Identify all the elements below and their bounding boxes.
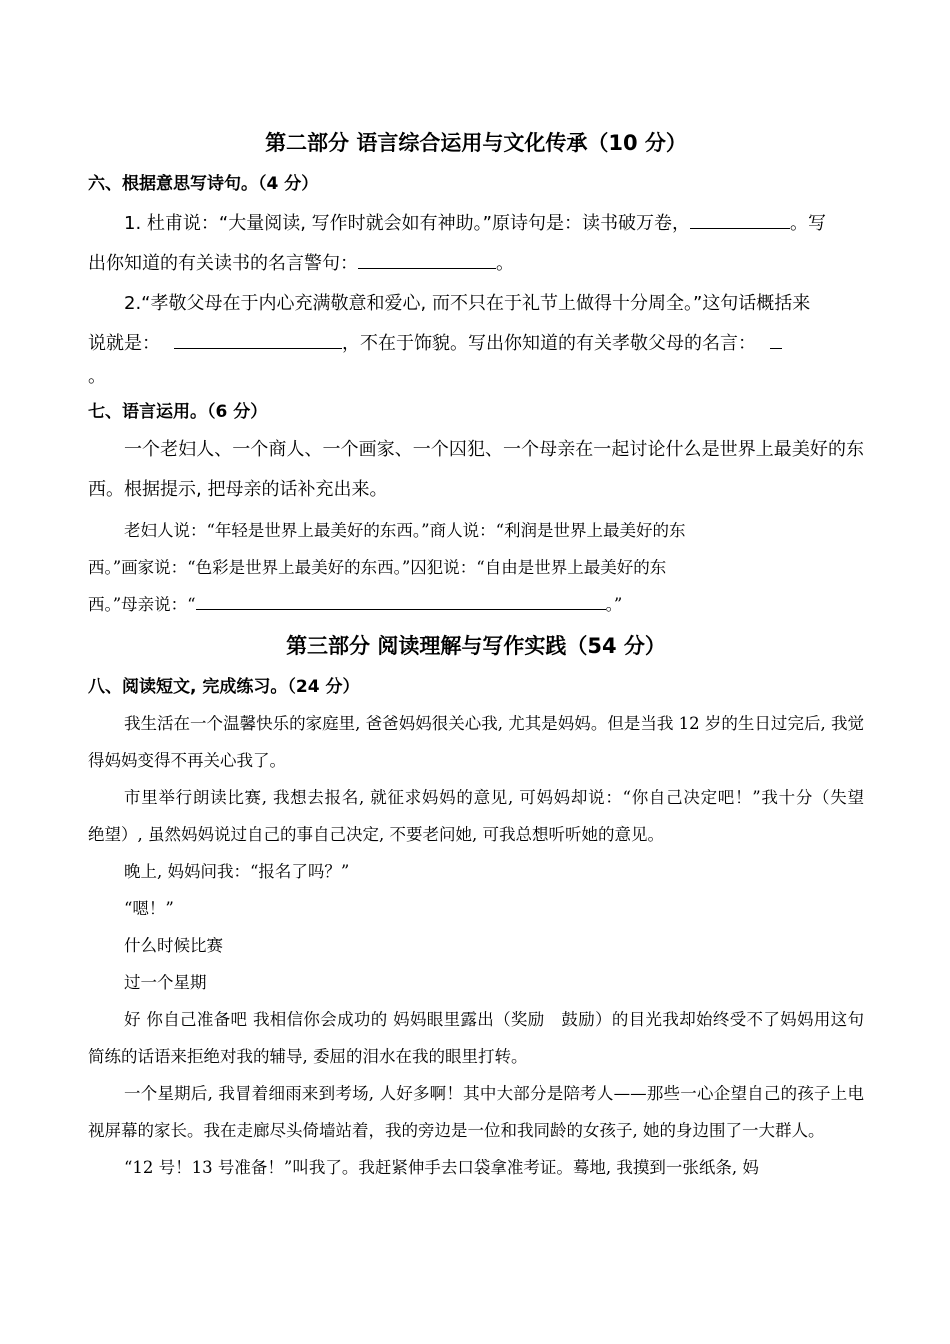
passage-paragraph: “12 号！13 号准备！”叫我了。我赶紧伸手去口袋拿准考证。蓦地, 我摸到一张纸条, 妈 [124, 1158, 759, 1177]
question-6 [88, 172, 864, 390]
q7-dialogue-line1: 老妇人说：“年轻是世界上最美好的东西。”商人说：“利润是世界上最美好的东 [124, 521, 686, 540]
passage-paragraph: 好 你自己准备吧 我相信你会成功的 妈妈眼里露出（奖励 鼓励）的目光我却始终受不了妈妈用这句简练的话语来拒绝对我的辅导, 委屈的泪水在我的眼里打转。 [88, 1010, 864, 1066]
q7-heading: 七、语言运用。（6 分） [88, 402, 268, 422]
passage-paragraph: 什么时候比赛 [124, 936, 223, 955]
q6-heading: 六、根据意思写诗句。（4 分） [88, 174, 319, 194]
q7-mother-says: 西。”母亲说：“ [88, 595, 196, 614]
q6-item1-blank-1[interactable] [690, 210, 790, 229]
q6-item2-mid: ，不在于饰貌。写出你知道的有关孝敬父母的名言： [342, 333, 756, 354]
q7-mother-end: 。” [605, 595, 623, 614]
q7-dialogue-line3 [88, 586, 864, 623]
q6-item1-line2-text: 出你知道的有关读书的名言警句： [88, 253, 358, 274]
q6-item1-line2-end: 。 [496, 253, 514, 274]
q6-item1-line2 [88, 244, 864, 284]
q7-prompt: 一个老妇人、一个商人、一个画家、一个囚犯、一个母亲在一起讨论什么是世界上最美好的东西。根据提示, 把母亲的话补充出来。 [88, 439, 864, 500]
q6-item1-end: 。写 [790, 213, 826, 234]
q6-item2-blank-2[interactable] [770, 330, 782, 349]
q6-item2-line1: 2.“孝敬父母在于内心充满敬意和爱心, 而不只在于礼节上做得十分周全。”这句话概括来 [124, 293, 811, 314]
q6-item2-line3: 。 [88, 366, 106, 387]
q7-mother-blank[interactable] [196, 591, 606, 610]
exam-page [88, 120, 881, 1186]
q8-heading: 八、阅读短文, 完成练习。（24 分） [88, 677, 360, 697]
passage-paragraph: “嗯！” [124, 899, 174, 918]
question-8 [88, 675, 881, 1186]
passage-paragraph: 一个星期后, 我冒着细雨来到考场, 人好多啊！其中大部分是陪考人——那些一心企望自己的孩子上电视屏幕的家长。我在走廊尽头倚墙站着，我的旁边是一位和我同龄的女孩子, 她的身边围了一大群人。 [88, 1084, 864, 1140]
q6-item1-line1 [88, 204, 864, 244]
q6-item2-start: 说就是： [88, 333, 160, 354]
passage-paragraph: 市里举行朗读比赛, 我想去报名, 就征求妈妈的意见, 可妈妈却说：“你自己决定吧！”我十分（失望 绝望）, 虽然妈妈说过自己的事自己决定, 不要老问她, 可我总想听听她的意见。 [88, 788, 881, 844]
q6-item1-blank-2[interactable] [358, 250, 496, 269]
part2-title: 第二部分 语言综合运用与文化传承（10 分） [265, 131, 687, 155]
q6-item2-line2 [88, 324, 864, 364]
q6-item2-blank-1[interactable] [174, 330, 342, 349]
passage-paragraph: 我生活在一个温馨快乐的家庭里, 爸爸妈妈很关心我, 尤其是妈妈。但是当我 12 岁的生日过完后, 我觉得妈妈变得不再关心我了。 [88, 714, 864, 770]
part3-title: 第三部分 阅读理解与写作实践（54 分） [286, 634, 666, 658]
passage-paragraph: 过一个星期 [124, 973, 207, 992]
passage-paragraph: 晚上, 妈妈问我：“报名了吗？” [124, 862, 350, 881]
q6-item1-text: 1. 杜甫说：“大量阅读, 写作时就会如有神助。”原诗句是：读书破万卷， [124, 213, 690, 234]
q7-dialogue-line2: 西。”画家说：“色彩是世界上最美好的东西。”囚犯说：“自由是世界上最美好的东 [88, 558, 667, 577]
question-7 [88, 400, 864, 623]
reading-passage [88, 705, 881, 1186]
